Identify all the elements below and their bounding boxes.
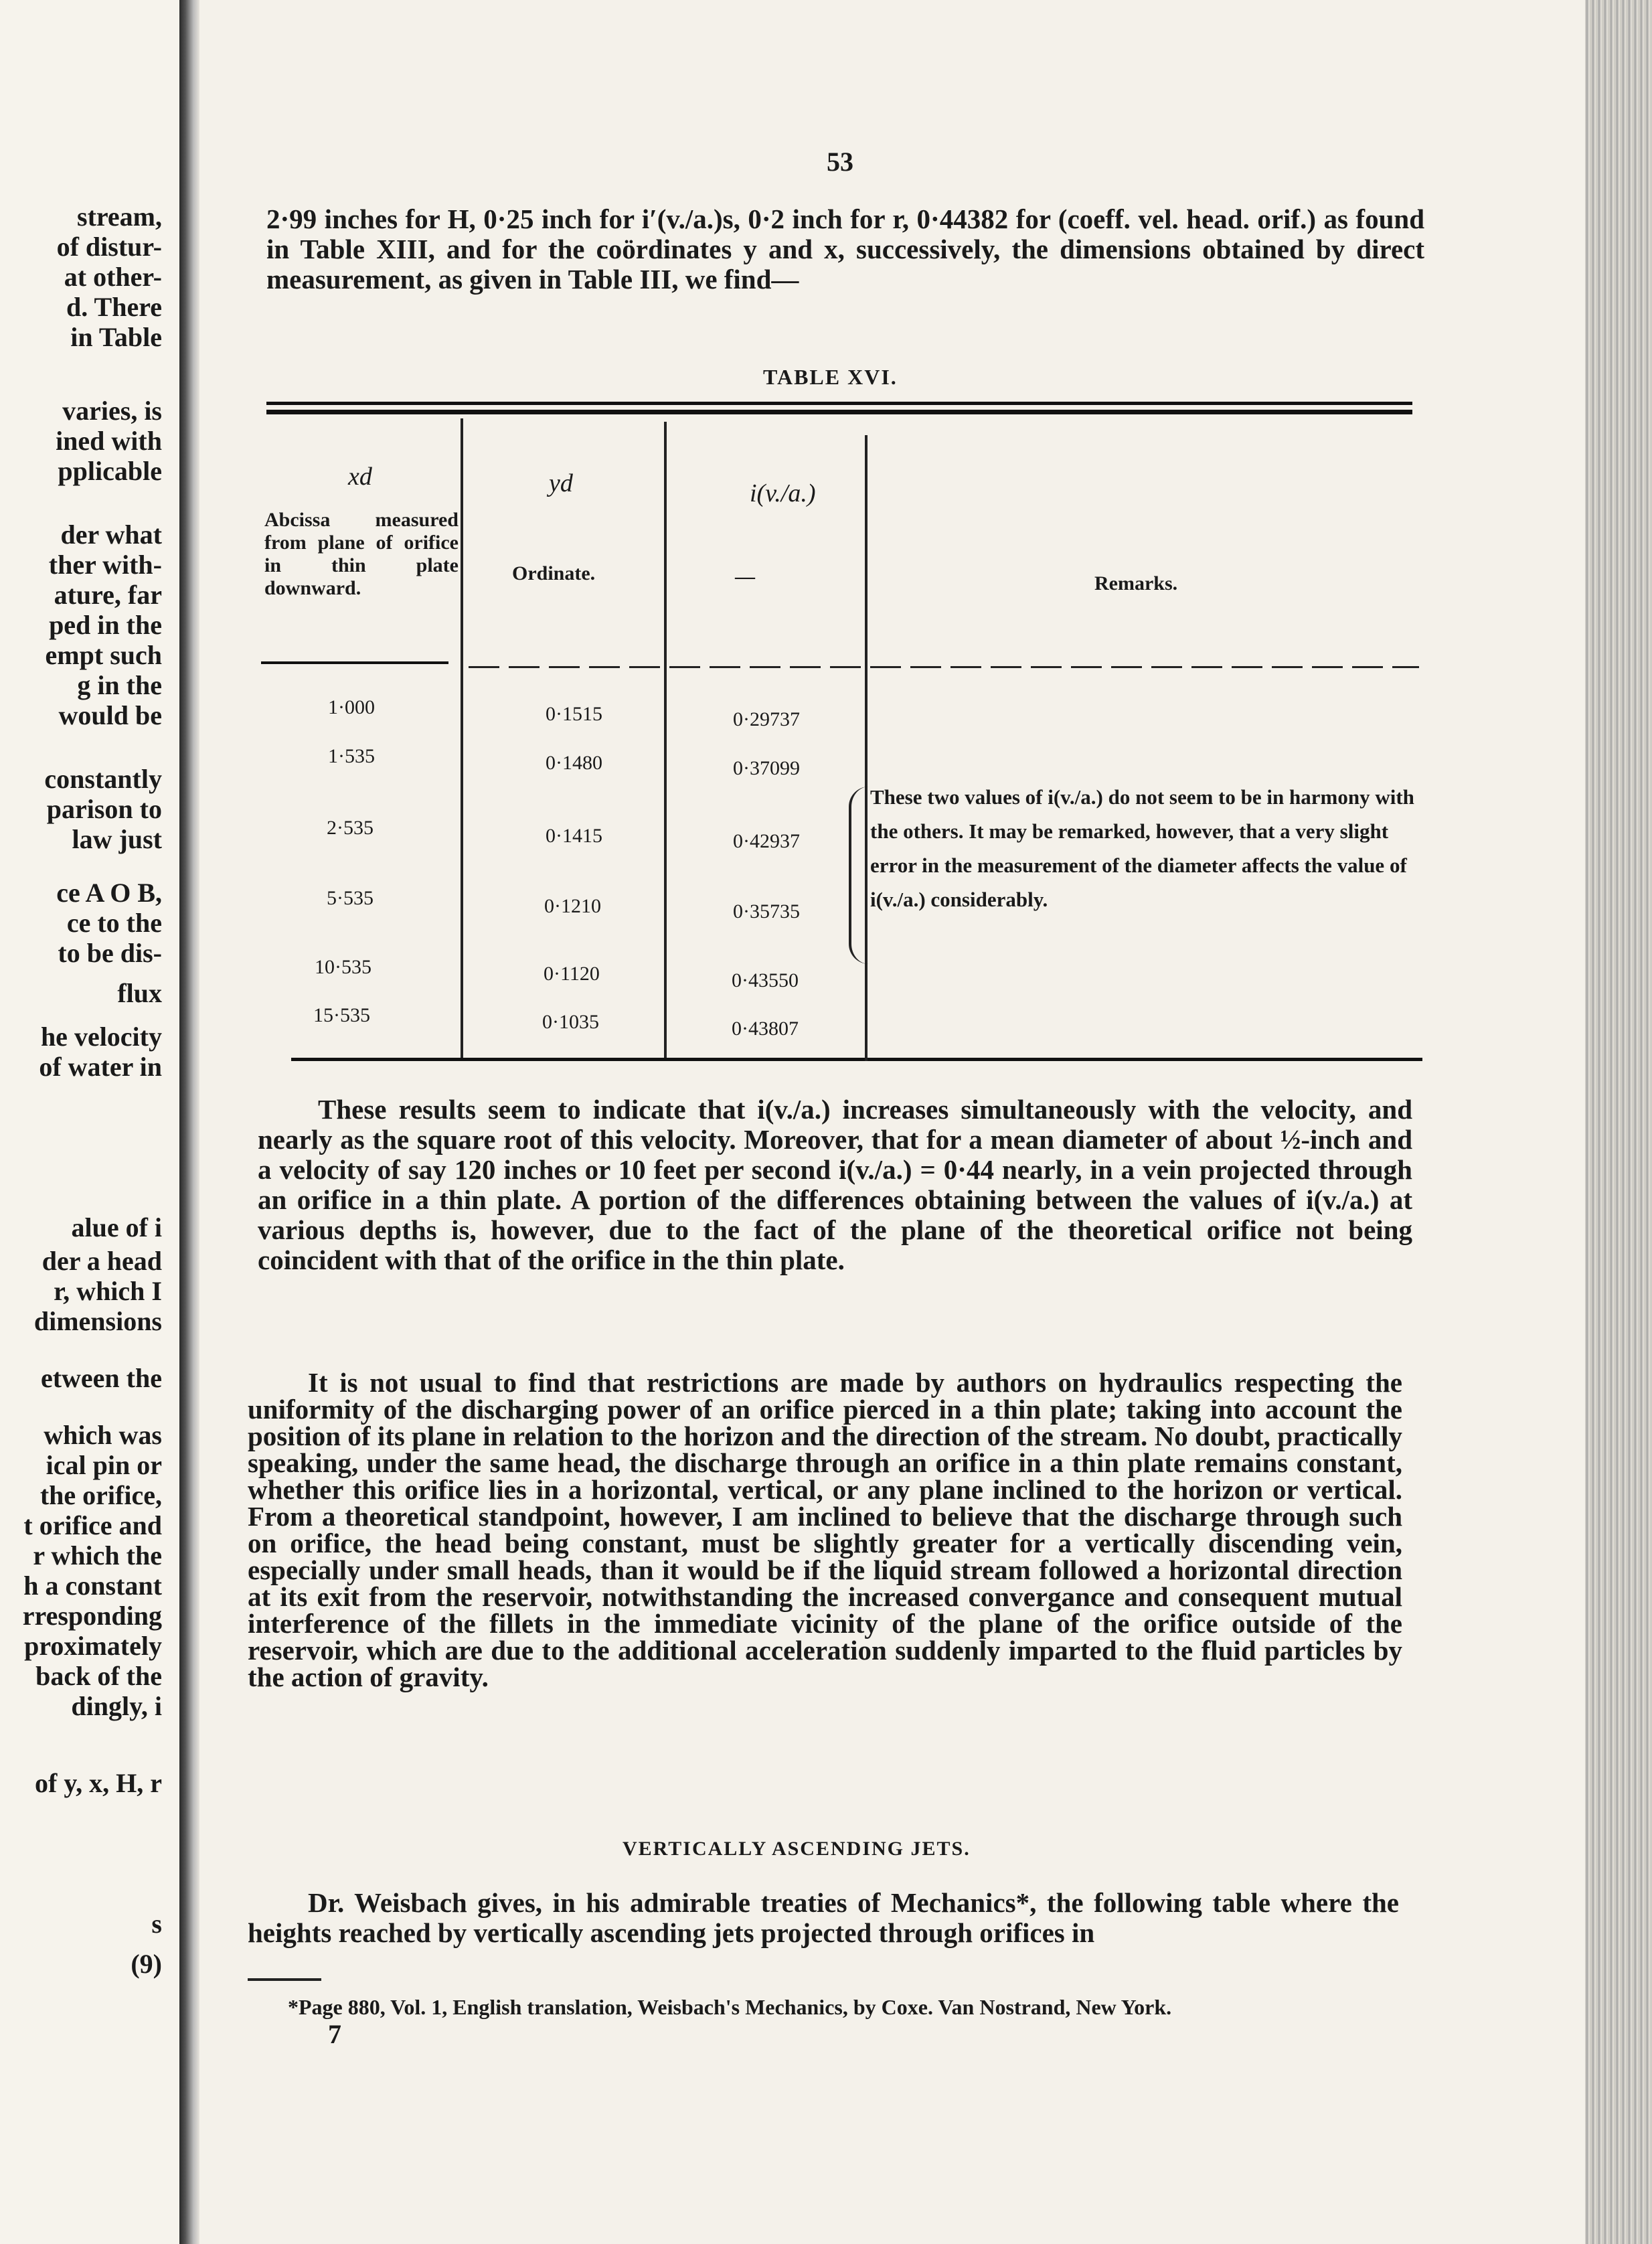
facing-page-line: to be dis- [58,938,162,968]
facing-page-line: in Table [70,322,162,352]
col-remarks-header: Remarks. [1094,572,1178,594]
facing-page-line: proximately [24,1631,162,1661]
facing-page-line: pplicable [58,456,162,486]
facing-page-line: etween the [40,1363,162,1393]
col-i-header: — [735,566,755,588]
intro-paragraph: 2·99 inches for H, 0·25 inch for i′(v./a.)s, 0·2 inch for r, 0·44382 for (coeff. vel. head. orif.) as found in Table XIII, and for the coördinates y and x, successively, the dimensions obtained by direct measurement, as given in Table III, we find— [266,204,1424,295]
cell-y: 0·1415 [546,825,602,847]
table-column-divider [664,422,667,1058]
cell-x: 1·535 [328,745,375,767]
page-edge [1585,0,1652,2244]
facing-page-line: stream, [77,202,162,232]
facing-page-line: d. There [66,292,162,322]
facing-page-line: der what [60,519,162,550]
facing-page-line: the orifice, [39,1480,162,1510]
facing-page-line: alue of i [71,1212,162,1243]
table-top-rule-thick [266,410,1412,414]
facing-page-line: g in the [77,670,162,700]
facing-page-line: flux [117,978,162,1008]
facing-page-line: r which the [33,1540,162,1571]
table-column-divider [865,435,868,1061]
facing-page-line: he velocity [40,1022,162,1052]
table-bottom-rule [291,1058,1422,1061]
table-header-rule [261,661,448,664]
footnote: *Page 880, Vol. 1, English translation, Weisbach's Mechanics, by Coxe. Van Nostrand, New York. [288,1995,1172,2019]
cell-i: 0·37099 [733,757,800,779]
facing-page-line: would be [58,700,162,730]
cell-i: 0·43550 [732,969,799,991]
cell-y: 0·1120 [544,963,600,985]
page-number: 53 [827,147,853,177]
signature-mark: 7 [328,2019,341,2049]
remark-brace [849,787,870,964]
facing-page-line: varies, is [62,396,162,426]
table-top-rule [266,402,1412,405]
facing-page-line: ined with [56,426,162,456]
col-y-symbol: yd [549,469,573,497]
facing-page-line: of distur- [56,232,162,262]
footnote-rule [248,1978,321,1981]
facing-page-line: der a head [42,1246,162,1276]
col-y-header: Ordinate. [512,562,596,584]
facing-page-line: ature, far [54,580,162,610]
cell-y: 0·1515 [546,703,602,725]
facing-page-line: law just [72,824,162,854]
cell-i: 0·42937 [733,830,800,852]
facing-page-line: r, which I [54,1276,162,1306]
col-x-header: Abcissa measured from plane of orifice in thin plate downward. [264,509,459,599]
facing-page-line: s [151,1909,162,1939]
section-heading: VERTICALLY ASCENDING JETS. [623,1838,971,1860]
facing-page-line: at other- [64,262,162,292]
weisbach-paragraph: Dr. Weisbach gives, in his admirable treaties of Mechanics*, the following table where the heights reached by vertically ascending jets projected through orifices in [248,1887,1399,1948]
cell-y: 0·1210 [544,895,601,917]
facing-page-line: of water in [39,1052,162,1082]
cell-i: 0·35735 [733,900,800,923]
book-gutter [179,0,199,2244]
col-x-symbol: xd [348,463,372,491]
facing-page-line: ther with- [48,550,162,580]
cell-x: 5·535 [327,887,374,909]
facing-page-line: constantly [44,764,162,794]
facing-page-line: ce A O B, [56,878,162,908]
facing-page-line: t orifice and [23,1510,162,1540]
facing-page-line: h a constant [23,1571,162,1601]
cell-y: 0·1035 [542,1011,599,1033]
cell-y: 0·1480 [546,752,602,774]
facing-page-line: ce to the [66,908,162,938]
facing-page-line: back of the [35,1661,162,1691]
cell-x: 1·000 [328,696,375,718]
restrictions-paragraph: It is not usual to find that restrictions are made by authors on hydraulics respecting the uniformity of the discharging power of an orifice pierced in a thin plate; taking into account the position of its plane in relation to the horizon and the direction of the stream. No doubt, practically speaking, under the same head, the discharge through an orifice in a thin plate remains constant, whether this orifice lies in a horizontal, vertical, or any plane inclined to the horizon or vertical. From a theoretical standpoint, however, I am inclined to believe that the discharge through such on orifice, the head being constant, must be slightly greater for a vertically discending vein, especially under small heads, than it would be if the liquid stream followed a horizontal direction at its exit from the reservoir, notwithstanding the increased convergance and consequent mutual interference of the fillets in the immediate vicinity of the plane of the orifice outside of the reservoir, which are due to the additional acceleration suddenly imparted to the fluid particles by the action of gravity. [248,1367,1402,1692]
cell-x: 10·535 [315,956,371,978]
cell-i: 0·29737 [733,708,800,730]
col-i-symbol: i(v./a.) [750,479,816,507]
remarks-note: These two values of i(v./a.) do not seem to be in harmony with the others. It may be remarked, however, that a very slight error in the measurement of the diameter affects the value of i(v./a.) considerably. [870,785,1414,911]
facing-page-line: ical pin or [46,1450,162,1480]
cell-x: 2·535 [327,817,374,839]
results-paragraph: These results seem to indicate that i(v./a.) increases simultaneously with the velocity, and nearly as the square root of this velocity. Moreover, that for a mean diameter of about ½-inch and a velocity of say 120 inches or 10 feet per second i(v./a.) = 0·44 nearly, in a vein projected through an orifice in a thin plate. A portion of the differences obtaining between the values of i(v./a.) at various depths is, however, due to the fact of the plane of the theoretical orifice not being coincident with that of the orifice in the thin plate. [258,1094,1412,1275]
facing-page-line: of y, x, H, r [35,1768,162,1798]
facing-page-line: (9) [131,1949,162,1979]
table-header-rule-dashed [469,666,1419,668]
facing-page-line: parison to [46,794,162,824]
facing-page-line: ped in the [49,610,162,640]
table-column-divider [461,418,463,1058]
facing-page-line: empt such [45,640,162,670]
cell-i: 0·43807 [732,1018,799,1040]
facing-page-line: dingly, i [71,1691,162,1721]
table-title: TABLE XVI. [763,365,898,389]
facing-page-line: rresponding [22,1601,162,1631]
cell-x: 15·535 [313,1004,370,1026]
facing-page-line: dimensions [33,1306,162,1336]
facing-page-line: which was [44,1420,162,1450]
